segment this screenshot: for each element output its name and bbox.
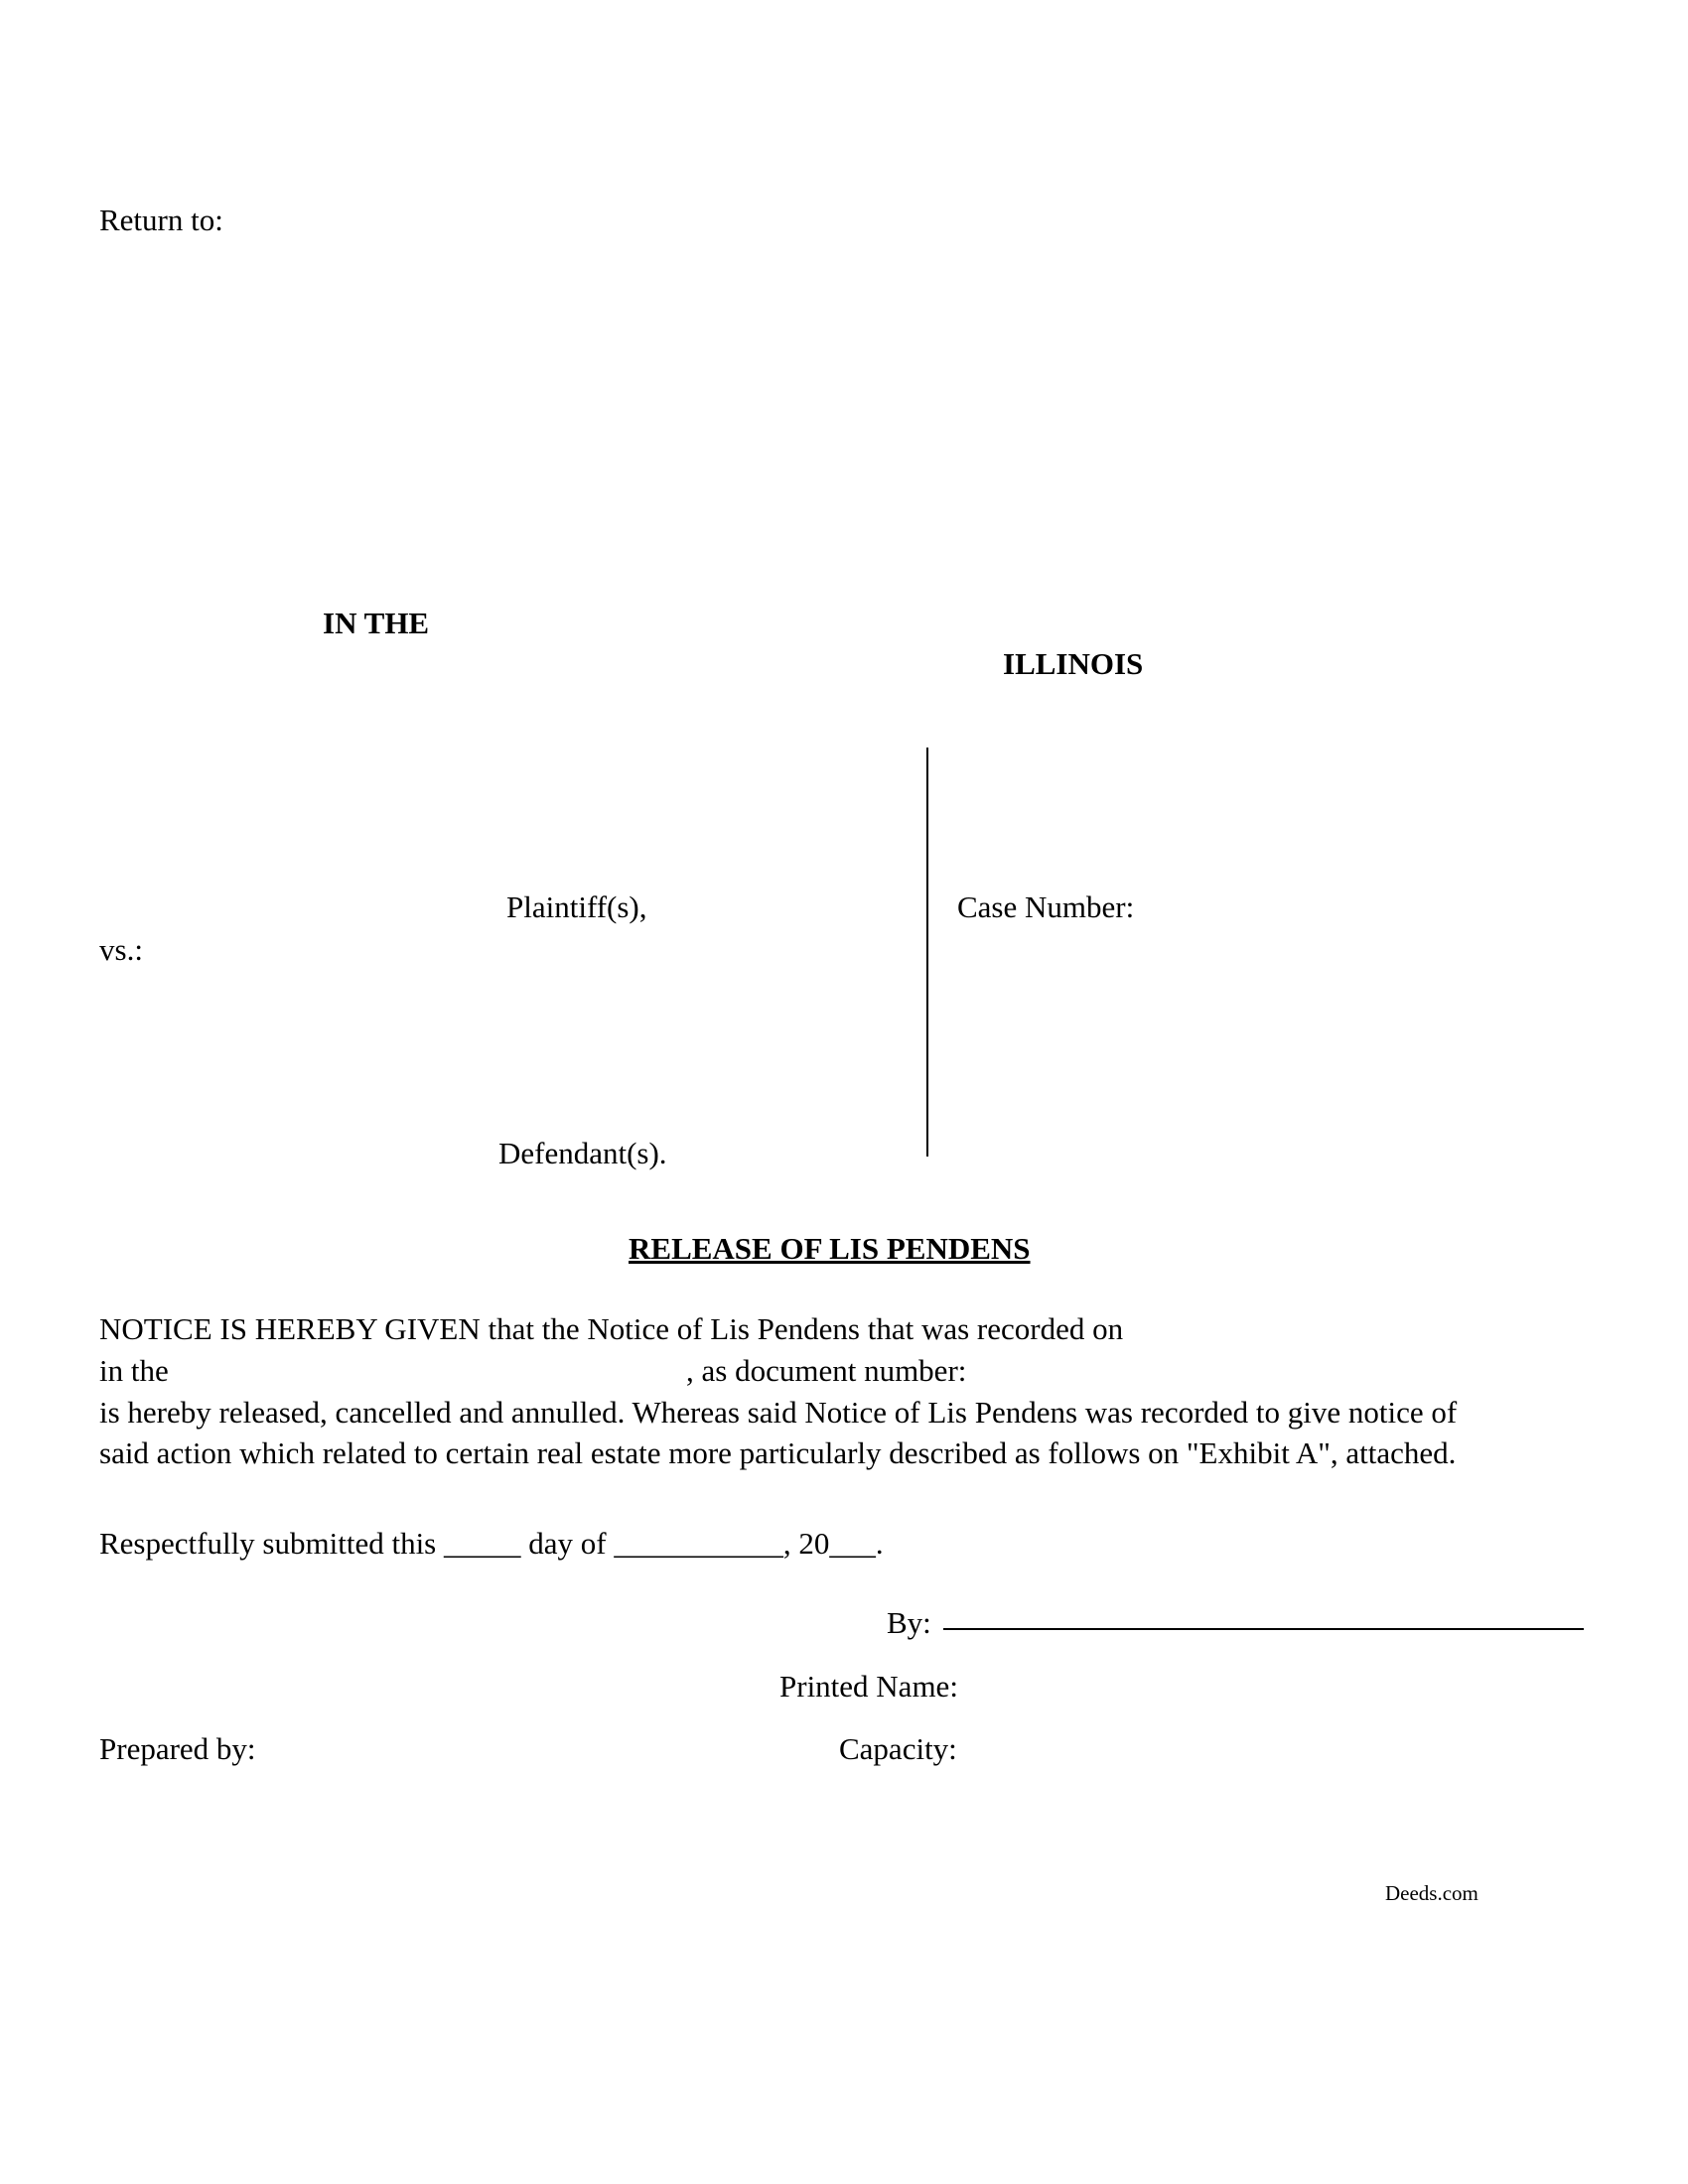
body-line-1: NOTICE IS HEREBY GIVEN that the Notice of Lis Pendens that was recorded on: [99, 1311, 1124, 1346]
body-line-2-end: , as document number:: [686, 1353, 967, 1388]
by-label: By:: [887, 1605, 931, 1640]
court-state-heading: ILLINOIS: [1003, 646, 1144, 681]
body-line-2-start: in the: [99, 1353, 169, 1388]
printed-name-label: Printed Name:: [779, 1669, 958, 1704]
capacity-label: Capacity:: [839, 1731, 957, 1766]
plaintiffs-label: Plaintiff(s),: [506, 889, 647, 924]
document-title: RELEASE OF LIS PENDENS: [629, 1231, 1031, 1266]
defendants-label: Defendant(s).: [498, 1136, 667, 1170]
versus-label: vs.:: [99, 932, 143, 967]
signature-line: [943, 1628, 1584, 1630]
submission-date-line: Respectfully submitted this _____ day of ___________, 20___.: [99, 1526, 884, 1561]
caption-divider: [926, 748, 928, 1157]
case-number-label: Case Number:: [957, 889, 1135, 924]
return-to-label: Return to:: [99, 203, 223, 237]
body-line-4: said action which related to certain real estate more particularly described as follows on "Exhibit A", attached.: [99, 1435, 1457, 1470]
body-line-3: is hereby released, cancelled and annulled. Whereas said Notice of Lis Pendens was recorded to give notice of: [99, 1395, 1458, 1430]
footer-brand: Deeds.com: [1385, 1881, 1478, 1905]
court-in-the-heading: IN THE: [323, 606, 430, 640]
prepared-by-label: Prepared by:: [99, 1731, 256, 1766]
